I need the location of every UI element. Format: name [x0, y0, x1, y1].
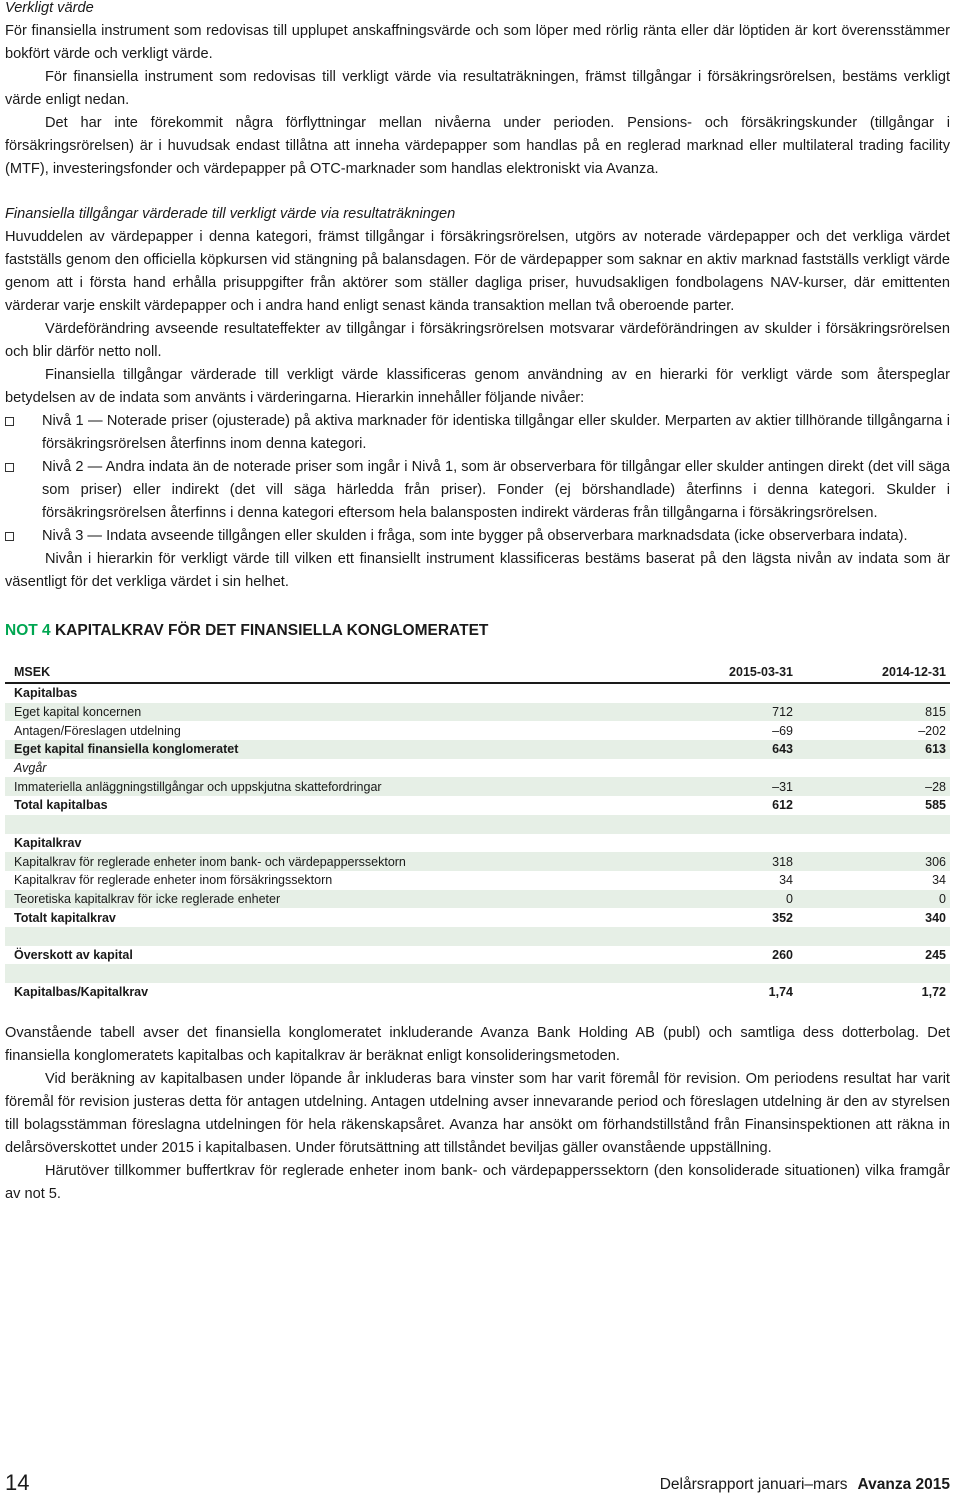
table-cell-label: Kapitalkrav för reglerade enheter inom försäkringssektorn	[14, 873, 333, 888]
table-cell-value: 815	[797, 703, 950, 722]
table-row	[5, 983, 950, 1002]
table-row	[5, 964, 950, 983]
brand-name: Avanza 2015	[857, 1476, 950, 1493]
table-header-row	[5, 662, 950, 683]
table-cell-value: 318	[644, 852, 797, 871]
table-row	[5, 834, 950, 853]
table-cell-label: Kapitalbas/Kapitalkrav	[14, 985, 149, 1000]
paragraph: Huvuddelen av värdepapper i denna kategori, främst tillgångar i försäkringsrörelsen, utgörs av noterade värdepapper och det verkliga värdet fastställs genom den officiella köpkursen vid stängning på balansdagen. För de värdepapper som saknar en aktiv marknad fastställs verkligt värde genom att i första hand erhålla prisuppgifter från aktörer som ställer dagliga priser, huvudsakligen fondbolagens NAV-kurser, där emittenten värderar varje enskilt värdepapper och i andra hand enligt senast kända transaktion mellan två oberoende parter.	[5, 229, 950, 314]
table-cell-value	[644, 683, 797, 703]
table-cell-value	[644, 815, 797, 834]
note-number: NOT 4	[5, 622, 51, 639]
table-cell-value: 612	[772, 798, 793, 813]
table-row	[5, 721, 950, 740]
paragraph: Det har inte förekommit några förflyttningar mellan nivåerna under perioden. Pensions- och försäkringskunder (tillgångar i försäkringsrörelsen) är i huvudsak endast tillåtna att inneha värdepapper som handlas på en reglerad marknad eller multilateral trading facility (MTF), investeringsfonder och värdepapper på OTC-marknader som handlas elektroniskt via Avanza.	[5, 115, 950, 177]
table-cell-value	[644, 927, 797, 946]
note-title: KAPITALKRAV FÖR DET FINANSIELLA KONGLOMERATET	[54, 622, 489, 639]
checkbox-bullet-icon	[5, 417, 14, 426]
list-item-niva-3	[5, 525, 950, 548]
table-row	[5, 890, 950, 909]
table-cell-value: 34	[932, 873, 946, 888]
table-cell-value: –202	[918, 723, 946, 738]
list-item-niva-2	[5, 456, 950, 525]
paragraph: Värdeförändring avseende resultateffekter av tillgångar i försäkringsrörelsen motsvarar värdeförändringen av skulder i försäkringsrörelsen och blir därför netto noll.	[5, 321, 950, 360]
table-row	[5, 815, 950, 834]
report-title: Delårsrapport januari–mars	[659, 1476, 848, 1493]
table-cell-label: Antagen/Föreslagen utdelning	[14, 723, 181, 738]
table-row	[5, 796, 950, 815]
table-row	[5, 927, 950, 946]
table-row	[5, 777, 950, 796]
table-row	[5, 703, 950, 722]
checkbox-bullet-icon	[5, 532, 14, 541]
table-cell-value	[797, 964, 950, 983]
table-cell-value: 340	[925, 910, 946, 925]
paragraph: Finansiella tillgångar värderade till verkligt värde klassificeras genom användning av en hierarki för verkligt värde som återspeglar betydelsen av de indata som använts i värderingarna. Hierarkin innehåller följande nivåer:	[5, 367, 950, 406]
table-cell-value: 1,72	[921, 985, 946, 1000]
table-row	[5, 946, 950, 965]
table-cell-value: –69	[772, 723, 793, 738]
table-cell-label: Kapitalkrav	[14, 835, 82, 850]
list-item-text: Nivå 2 — Andra indata än de noterade priser som ingår i Nivå 1, som är observerbara för tillgångar eller skulder antingen direkt (det vill säga som priser) eller indirekt (det vill säga härledda från priser). Fonder (ej börshandlade) återfinns i denna kategori. Skulder i försäkringsrörelsen återfinns i denna kategori eftersom hela balansposten indirekt värderas från tillgångarna i försäkringsrörelsen.	[42, 459, 950, 521]
table-cell-value	[797, 927, 950, 946]
table-row	[5, 852, 950, 871]
table-header-cell: MSEK	[5, 662, 644, 683]
table-cell-label	[5, 815, 644, 834]
paragraph: Härutöver tillkommer buffertkrav för reglerade enheter inom bank- och värdepapperssektorn (den konsoliderade situationen) vilka framgår av not 5.	[5, 1162, 950, 1202]
table-cell-value	[644, 964, 797, 983]
list-item-text: Nivå 1 — Noterade priser (ojusterade) på aktiva marknader för identiska tillgångar eller skulder. Merparten av aktier tillhörande tillgångarna i försäkringsrörelsen återfinns inom denna kategori.	[42, 413, 950, 452]
table-cell-label: Kapitalbas	[14, 686, 78, 701]
paragraph: Vid beräkning av kapitalbasen under löpande år inkluderas bara vinster som har varit föremål för revision. Om periodens resultat har varit föremål för revision justeras detta för antagen utdelning. Antagen utdelning avser innevarande period och föreslagen utdelning är den av styrelsen till bolagsstämman föreslagna utdelningen för hela räkenskapsåret. Avanza har ansökt om förhandstillstånd från Finansinspektionen att räkna in delårsöverskottet under 2015 i kapitalbasen. Under förutsättning att tillståndet beviljas gäller ovanstående uppställning.	[5, 1070, 950, 1156]
paragraph: Nivån i hierarkin för verkligt värde till vilken ett finansiellt instrument klassificeras bestäms baserat på den lägsta nivån av indata som är väsentligt för det verkliga värdet i sin helhet.	[5, 551, 950, 590]
table-cell-value: 260	[772, 947, 793, 962]
paragraph: För finansiella instrument som redovisas till verkligt värde via resultaträkningen, främst tillgångar i försäkringsrörelsen, bestäms verkligt värde enligt nedan.	[5, 69, 950, 108]
table-cell-label: Total kapitalbas	[14, 798, 108, 813]
table-cell-value	[644, 834, 797, 853]
table-cell-value: –31	[644, 777, 797, 796]
table-cell-label	[5, 927, 644, 946]
table-cell-label: Överskott av kapital	[14, 947, 133, 962]
table-cell-value	[644, 759, 797, 778]
paragraph: Ovanstående tabell avser det finansiella konglomeratet inkluderande Avanza Bank Holding AB (publ) och samtliga dess dotterbolag. Det finansiella konglomeratets kapitalbas och kapitalkrav är beräknat enligt konsolideringsmetoden.	[5, 1024, 950, 1064]
footer-report-title	[660, 1476, 950, 1494]
note-heading	[5, 620, 950, 642]
table-cell-label: Eget kapital finansiella konglomeratet	[5, 740, 644, 759]
table-cell-value: 613	[797, 740, 950, 759]
table-cell-label: Kapitalkrav för reglerade enheter inom bank- och värdepapperssektorn	[5, 852, 644, 871]
table-cell-label: Avgår	[14, 761, 47, 776]
table-cell-value: 0	[797, 890, 950, 909]
table-cell-label: Immateriella anläggningstillgångar och uppskjutna skattefordringar	[5, 777, 644, 796]
table-cell-label: Teoretiska kapitalkrav för icke reglerade enheter	[5, 890, 644, 909]
table-cell-value: 0	[644, 890, 797, 909]
table-cell-label	[5, 964, 644, 983]
page-content	[5, 0, 950, 1206]
table-header-cell: 2015-03-31	[644, 662, 797, 683]
table-cell-value: 643	[644, 740, 797, 759]
table-cell-value: 34	[779, 873, 793, 888]
section-heading-finansiella-tillgangar: Finansiella tillgångar värderade till verkligt värde via resultaträkningen	[5, 206, 456, 222]
table-cell-value	[797, 759, 950, 778]
table-cell-label: Totalt kapitalkrav	[14, 910, 116, 925]
page-number: 14	[5, 1470, 30, 1495]
table-cell-value	[797, 834, 950, 853]
table-cell-value	[797, 683, 950, 703]
table-header-cell: 2014-12-31	[797, 662, 950, 683]
list-item-niva-1	[5, 410, 950, 456]
table-cell-value	[797, 815, 950, 834]
list-item-text: Nivå 3 — Indata avseende tillgången eller skulden i fråga, som inte bygger på observerbara marknadsdata (icke observerbara indata).	[42, 528, 908, 544]
paragraph: För finansiella instrument som redovisas till upplupet anskaffningsvärde och som löper med rörlig ränta eller där löptiden är kort överensstämmer bokfört värde och verkligt värde.	[5, 23, 950, 62]
table-row	[5, 759, 950, 778]
table-cell-value: 306	[797, 852, 950, 871]
table-cell-label: Eget kapital koncernen	[5, 703, 644, 722]
table-cell-value: 585	[925, 798, 946, 813]
table-row	[5, 740, 950, 759]
table-cell-value: 352	[772, 910, 793, 925]
section-heading-verkligt-varde: Verkligt värde	[5, 0, 94, 16]
table-cell-value: 245	[925, 947, 946, 962]
capital-requirement-table	[5, 662, 950, 1002]
table-cell-value: 1,74	[768, 985, 793, 1000]
table-cell-value: 712	[644, 703, 797, 722]
checkbox-bullet-icon	[5, 463, 14, 472]
table-row	[5, 908, 950, 927]
table-cell-value: –28	[797, 777, 950, 796]
table-row	[5, 871, 950, 890]
table-row	[5, 683, 950, 703]
